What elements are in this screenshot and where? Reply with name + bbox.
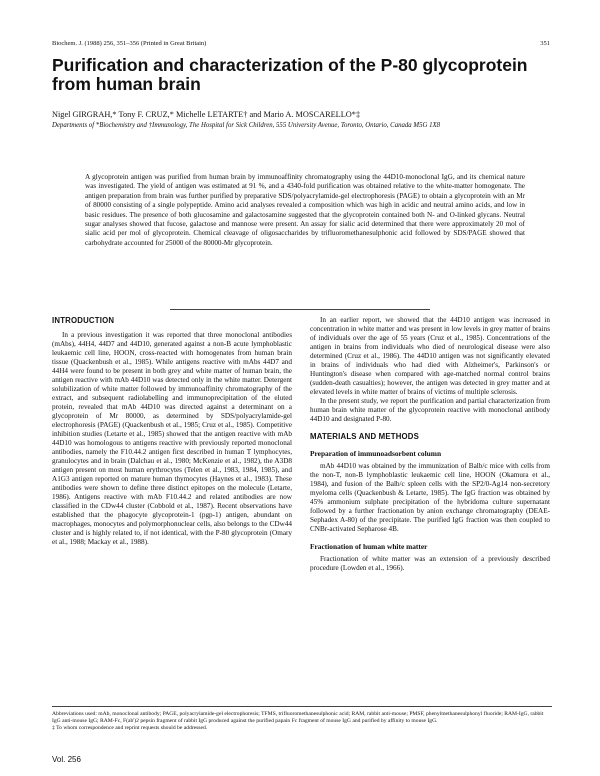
- right-column: [310, 316, 550, 573]
- affiliation: Departments of *Biochemistry and †Immunology, The Hospital for Sick Children, 555 University Avenue, Toronto, Ontario, Canada M5G 1X8: [52, 122, 441, 129]
- abstract: A glycoprotein antigen was purified from human brain by immunoaffinity chromatography using the 44D10-monoclonal IgG, and its chemical nature was investigated. The yield of antigen was estimated at 91 %, and a 4340-fold purification was obtained relative to the white-matter homogenate. The antigen preparation from brain was further purified by preparative SDS/polyacrylamide-gel electrophoresis (PAGE) to obtain a glycoprotein with an Mr of 80000 consisting of a single polypeptide. Amino acid analyses revealed a composition which was high in acidic and neutral amino acids, and low in basic residues. The presence of both glucosamine and galactosamine suggested that the glycoprotein contained both N- and O-linked glycans. Neutral sugar analyses showed that fucose, galactose and mannose were present. An assay for sialic acid determined that there were approximately 20 mol of sialic acid per mol of glycoprotein. Chemical cleavage of oligosaccharides by trifluoromethanesulphonic acid followed by SDS/PAGE showed that carbohydrate accounted for 25000 of the 80000-Mr glycoprotein.: [85, 173, 525, 247]
- intro-paragraph: In a previous investigation it was reported that three monoclonal antibodies (mAbs), 44H4, 44D7 and 44D10, generated against a non-B acute lymphoblastic leukaemic cell line, HOON, cross-reacted with homogenates from human brain tissue (Quackenbush et al., 1985). While antigens reactive with mAbs 44D7 and 44H4 were found to be present in both grey and white matter of human brain, the antigen reactive with mAb 44D10 was detected only in the white matter. Detergent solubilization of white matter followed by immunoaffinity chromatography of the extract, and subsequent radiolabelling and immunoprecipitation of the eluted protein, revealed that mAb 44D10 was directed against a determinant on a glycoprotein of Mr 80000, as determined by SDS/polyacrylamide-gel electrophoresis (PAGE) (Quackenbush et al., 1985; Cruz et al., 1985). Competitive inhibition studies (Letarte et al., 1985) showed that the antigen reactive with mAb 44D10 was homologous to antigens reactive with previously reported monoclonal antibodies, namely the F10.44.2 antigen first described in human T lymphocytes, granulocytes and in brain (Dalchau et al., 1980; McKenzie et al., 1982), the A3D8 antigen present on most human erythrocytes (Telen et al., 1983, 1984, 1985), and A1G3 antigen reported on mature human thymocytes (Haynes et al., 1983). These antibodies were shown to define three distinct epitopes on the molecule (Letarte, 1986). Antigens reactive with mAb F10.44.2 and related antibodies are now classified in the CDw44 cluster (Cobbold et al., 1987). Recent observations have established that the phagocyte glycoprotein-1 (pgp-1) antigen, abundant on macrophages, monocytes and polymorphonuclear cells, also belongs to the CDw44 cluster and is highly related to, if not identical, with the P-80 glycoprotein (Omary et al., 1988; Mackay et al., 1988).: [52, 331, 292, 546]
- paper-title: Purification and characterization of the P-80 glycoprotein from human brain: [52, 55, 528, 94]
- intro-paragraph-3: In the present study, we report the purification and partial characterization from human brain white matter of the glycoprotein reactive with monoclonal antibody 44D10 and designated P-80.: [310, 397, 550, 423]
- page-number: 351: [540, 40, 550, 47]
- section-spacer: [310, 424, 550, 432]
- intro-paragraph-2: In an earlier report, we showed that the 44D10 antigen was increased in concentration in white matter and was present in low levels in grey matter of brains of individuals over the age of 55 years (Cruz et al., 1985). Concentrations of the antigen in brains from individuals who died of neurological disease were also determined (Cruz et al., 1986). The 44D10 antigen was not significantly elevated in brains of individuals who had died with Alzheimer's, Parkinson's or Huntington's disease when compared with age-matched normal control brains (sudden-death casualties); however, the antigen was detected in grey matter and at elevated levels in white matter of brains of victims of multiple sclerosis.: [310, 316, 550, 396]
- footnote-divider: [52, 706, 552, 707]
- volume-footer: Vol. 256: [52, 755, 81, 764]
- subheading-immunoadsorbent: Preparation of immunoadsorbent column: [310, 449, 442, 458]
- methods-heading: MATERIALS AND METHODS: [310, 432, 420, 441]
- author-list: Nigel GIRGRAH,* Tony F. CRUZ,* Michelle LETARTE† and Mario A. MOSCARELLO*‡: [52, 110, 361, 119]
- correspondence-footnote: ‡ To whom correspondence and reprint requests should be addressed.: [52, 725, 208, 731]
- abbreviations-footnote: Abbreviations used: mAb, monoclonal antibody; PAGE, polyacrylamide-gel electrophoresis; TFMS, trifluoromethanesulphonic acid; RAM, rabbit anti-mouse; PMSF, phenylmethanesulphonyl fluoride; RAM-IgG, rabbit IgG anti-mouse IgG; RAM-Fc, F(ab')2 pepsin fragment of rabbit IgG produced against the purified papain Fc fragment of mouse IgG and purified by affinity to mouse IgG.: [52, 711, 544, 724]
- footnotes: [52, 711, 552, 732]
- methods-paragraph-2: Fractionation of white matter was an extension of a previously described procedure (Lowden et al., 1966).: [310, 555, 550, 572]
- running-header: [52, 40, 550, 47]
- introduction-heading: INTRODUCTION: [52, 316, 115, 325]
- subheading-fractionation: Fractionation of human white matter: [310, 542, 428, 551]
- left-column: [52, 316, 292, 547]
- methods-paragraph-1: mAb 44D10 was obtained by the immunization of Balb/c mice with cells from the non-T, non-B lymphoblastic leukaemic cell line, HOON (Okamura et al., 1984), and fusion of the Balb/c spleen cells with the SP2/0-Ag14 non-secretory myeloma cells (Quackenbush & Letarte, 1985). The IgG fraction was obtained by 45% ammonium sulphate precipitation of the hybridoma culture supernatant followed by a further fractionation by anion exchange chromatography (DEAE-Sephadex A-80) of the precipitate. The purified IgG fraction was then coupled to CNBr-activated Sepharose 4B.: [310, 462, 550, 533]
- abstract-divider: [170, 309, 430, 310]
- journal-citation: Biochem. J. (1988) 256, 351–356 (Printed in Great Britain): [52, 40, 207, 47]
